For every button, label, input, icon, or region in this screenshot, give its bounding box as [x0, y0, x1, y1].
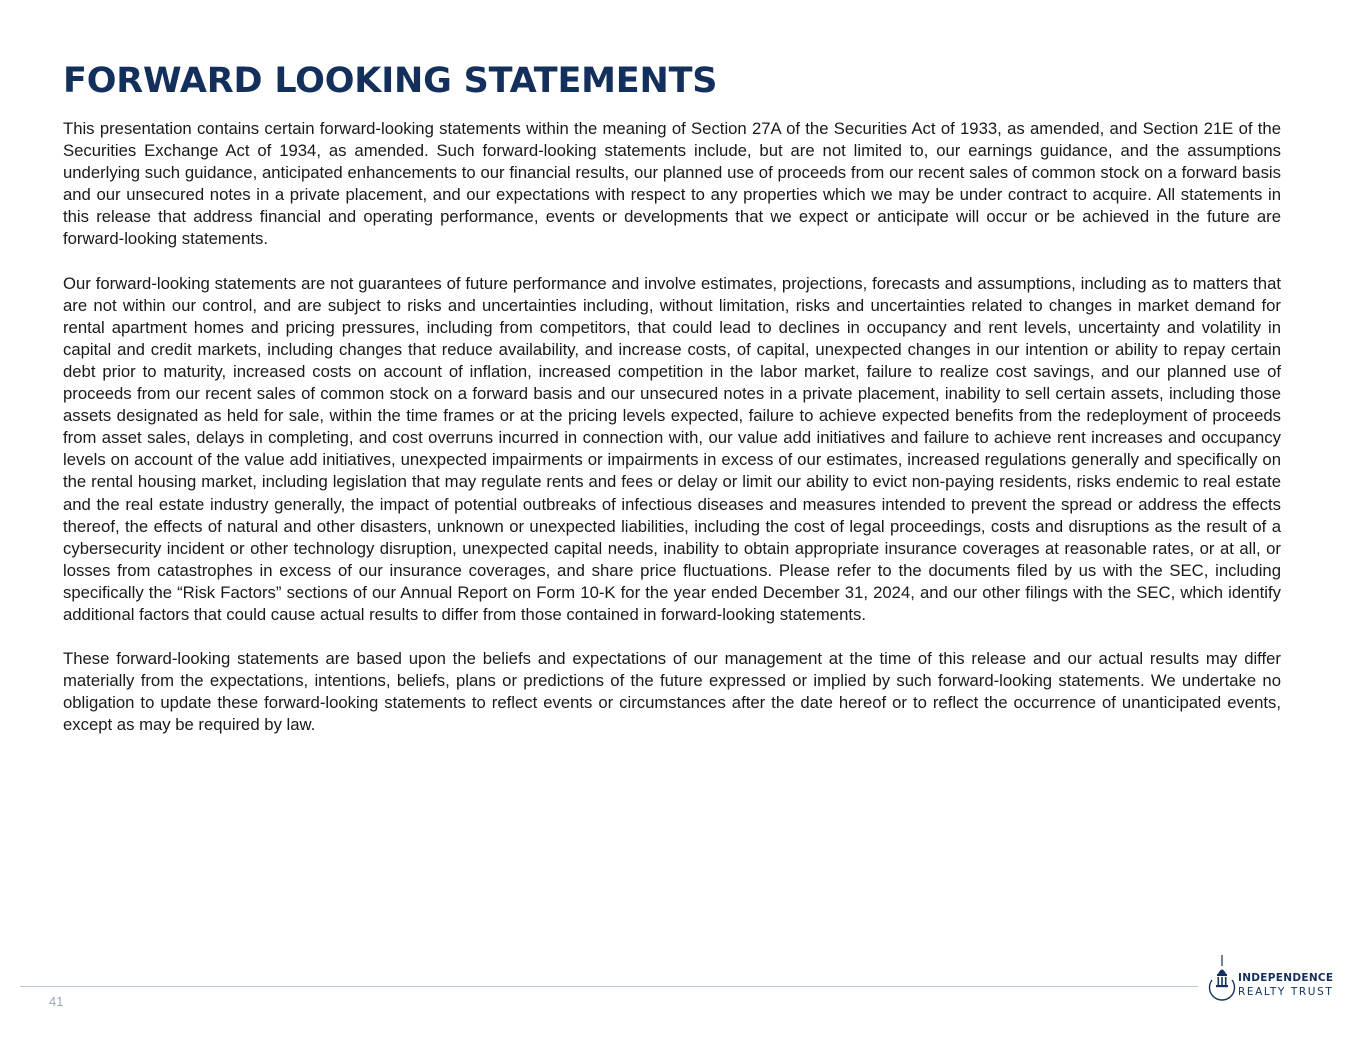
page-number: 41 [49, 994, 64, 1009]
page-title: FORWARD LOOKING STATEMENTS [63, 61, 718, 101]
paragraph-intro: This presentation contains certain forward-looking statements within the meaning of Section 27A of the Securities Act of 1933, as amended, and Section 21E of the Securities Exchange Act of 1934, as amended. Such forward-looking statements include, but are not limited to, our earnings guidance, and the assumptions underlying such guidance, anticipated enhancements to our financial results, our planned use of proceeds from our recent sales of common stock on a forward basis and our unsecured notes in a private placement, and our expectations with respect to any properties which we may be under contract to acquire. All statements in this release that address financial and operating performance, events or developments that we expect or anticipate will occur or be achieved in the future are forward-looking statements. [63, 119, 1281, 249]
logo-wordmark-bottom: REALTY TRUST [1238, 986, 1334, 998]
paragraph-closing: These forward-looking statements are based upon the beliefs and expectations of our management at the time of this release and our actual results may differ materially from the expectations, intentions, beliefs, plans or predictions of the future expressed or implied by such forward-looking statements. We undertake no obligation to update these forward-looking statements to reflect events or circumstances after the date hereof or to reflect the occurrence of unanticipated events, except as may be required by law. [63, 649, 1281, 735]
disclaimer-body [63, 118, 1281, 758]
company-logo [1207, 952, 1347, 1012]
capitol-dome-icon [1207, 952, 1237, 1010]
logo-wordmark-top: INDEPENDENCE [1238, 972, 1334, 984]
paragraph-risks: Our forward-looking statements are not guarantees of future performance and involve estimates, projections, forecasts and assumptions, including as to matters that are not within our control, and are subject to risks and uncertainties including, without limitation, risks and uncertainties related to changes in market demand for rental apartment homes and pricing pressures, including from competitors, that could lead to declines in occupancy and rent levels, uncertainty and volatility in capital and credit markets, including changes that reduce availability, and increase costs, of capital, unexpected changes in our intention or ability to repay certain debt prior to maturity, increased costs on account of inflation, increased competition in the labor market, failure to realize cost savings, and our planned use of proceeds from our recent sales of common stock on a forward basis and our unsecured notes in a private placement, inability to sell certain assets, including those assets designated as held for sale, within the time frames or at the pricing levels expected, failure to achieve expected benefits from the redeployment of proceeds from asset sales, delays in completing, and cost overruns incurred in connection with, our value add initiatives and failure to achieve rent increases and occupancy levels on account of the value add initiatives, unexpected impairments or impairments in excess of our estimates, increased regulations generally and specifically on the rental housing market, including legislation that may regulate rents and fees or delay or limit our ability to evict non-paying residents, risks endemic to real estate and the real estate industry generally, the impact of potential outbreaks of infectious diseases and measures intended to prevent the spread or address the effects thereof, the effects of natural and other disasters, unknown or unexpected liabilities, including the cost of legal proceedings, costs and disruptions as the result of a cybersecurity incident or other technology disruption, unexpected capital needs, inability to obtain appropriate insurance coverages at reasonable rates, or at all, or losses from catastrophes in excess of our insurance coverages, and share price fluctuations. Please refer to the documents filed by us with the SEC, including specifically the “Risk Factors” sections of our Annual Report on Form 10-K for the year ended December 31, 2024, and our other filings with the SEC, which identify additional factors that could cause actual results to differ from those contained in forward-looking statements. [63, 273, 1281, 624]
footer-divider [20, 986, 1198, 987]
